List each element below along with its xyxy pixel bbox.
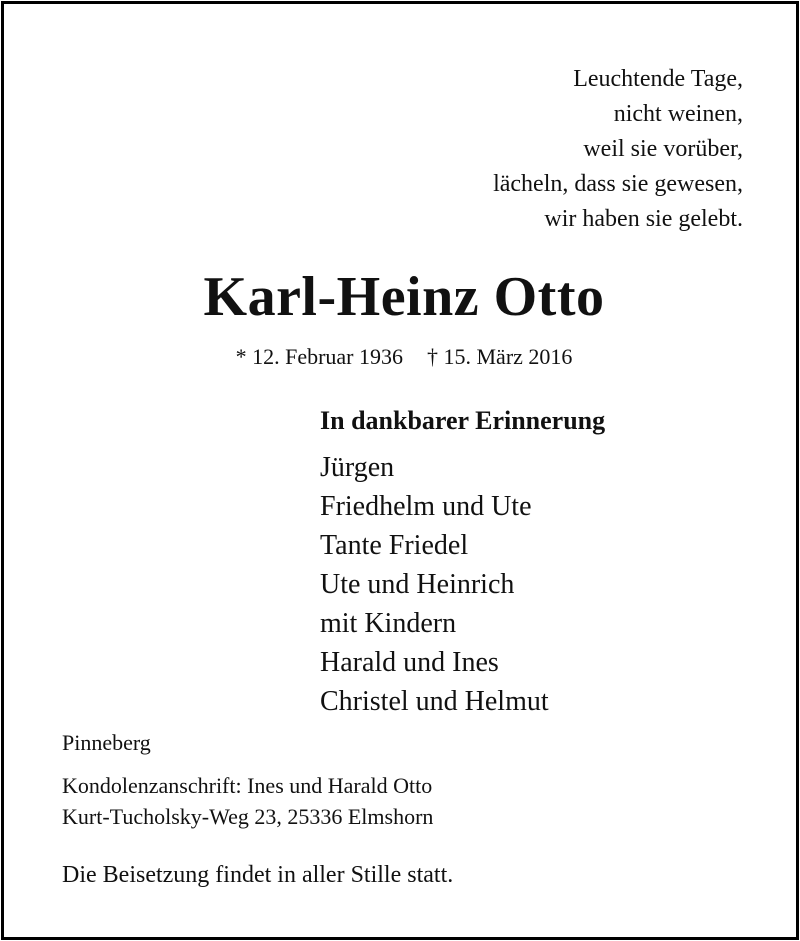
poem-line: weil sie vorüber, [583, 136, 743, 162]
memory-heading: In dankbarer Erinnerung [320, 406, 606, 435]
deceased-name: Karl-Heinz Otto [203, 266, 605, 328]
life-dates [4, 342, 800, 372]
funeral-note: Die Beisetzung findet in aller Stille statt. [62, 862, 454, 888]
obituary-frame [1, 1, 799, 940]
mourner-name: Jürgen [320, 452, 395, 483]
poem-line: Leuchtende Tage, [573, 66, 743, 92]
death-date: † 15. März 2016 [427, 344, 573, 369]
poem-line: wir haben sie gelebt. [544, 206, 743, 232]
poem-line: nicht weinen, [613, 101, 743, 127]
condolence-line: Kurt-Tucholsky-Weg 23, 25336 Elmshorn [62, 804, 434, 829]
birth-date: * 12. Februar 1936 [235, 344, 403, 369]
poem [493, 62, 743, 237]
poem-line: lächeln, dass sie gewesen, [493, 171, 743, 197]
condolence-address [62, 770, 433, 832]
place: Pinneberg [62, 730, 151, 755]
mourner-name: mit Kindern [320, 608, 457, 639]
condolence-line: Kondolenzanschrift: Ines und Harald Otto [62, 773, 433, 798]
mourner-name: Friedhelm und Ute [320, 491, 532, 522]
mourner-name: Ute und Heinrich [320, 569, 515, 600]
mourner-name: Tante Friedel [320, 530, 469, 561]
mourner-name: Christel und Helmut [320, 686, 549, 717]
mourners-list [320, 448, 549, 721]
mourner-name: Harald und Ines [320, 647, 499, 678]
